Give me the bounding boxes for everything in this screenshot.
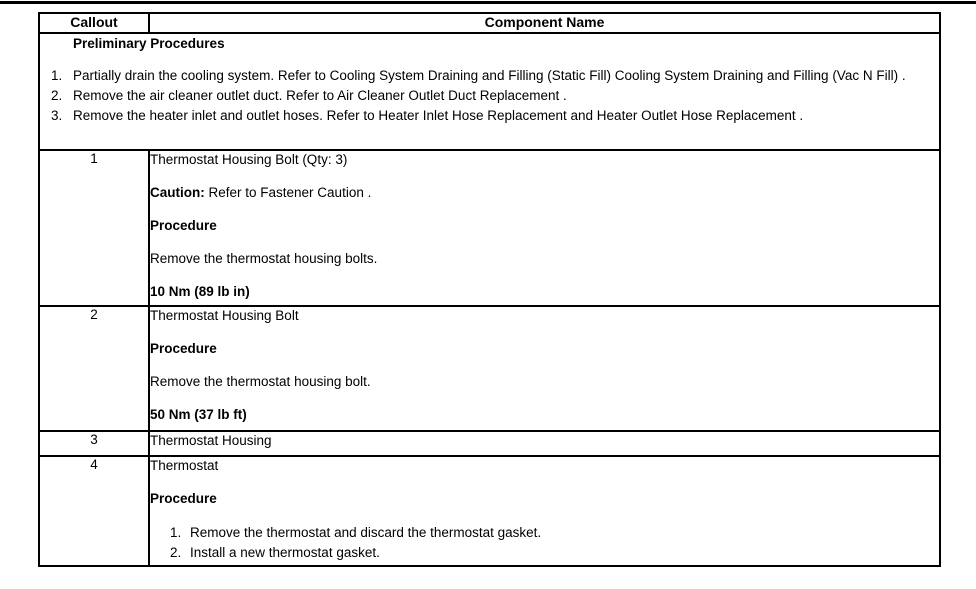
callout-number-2: 2	[39, 306, 149, 431]
procedure-step-text: Remove the thermostat housing bolts.	[150, 251, 378, 266]
step-text: Remove the thermostat and discard the thermostat gasket.	[190, 525, 542, 540]
table-header-row	[39, 13, 940, 33]
torque-spec: 10 Nm (89 lb in)	[150, 284, 250, 299]
step-number: 2.	[170, 545, 182, 560]
component-cell-3	[149, 431, 940, 456]
preliminary-procedures-title: Preliminary Procedures	[73, 36, 225, 51]
caution-text: Refer to Fastener Caution .	[204, 185, 372, 200]
step-number: 1.	[170, 525, 182, 540]
component-cell-1	[149, 150, 940, 306]
procedure-step-text: Remove the thermostat housing bolt.	[150, 374, 371, 389]
caution-note	[150, 184, 939, 201]
preliminary-procedures-row	[39, 33, 940, 150]
procedure-step-1	[150, 523, 939, 543]
component-cell-4	[149, 456, 940, 566]
table-row-callout-2	[39, 306, 940, 431]
preliminary-step-3	[40, 106, 939, 126]
component-name-column-header: Component Name	[149, 13, 940, 33]
component-name-text: Thermostat Housing	[150, 433, 272, 448]
step-text: Remove the heater inlet and outlet hoses. Refer to Heater Inlet Hose Replacement and Heater Outlet Hose Replacement .	[73, 108, 804, 123]
preliminary-procedures-cell	[39, 33, 940, 150]
page-top-rule	[0, 1, 976, 4]
step-number: 3.	[51, 108, 63, 123]
preliminary-step-2	[40, 86, 939, 106]
table-row-callout-4	[39, 456, 940, 566]
procedure-label: Procedure	[150, 218, 217, 233]
caution-label: Caution:	[150, 185, 205, 200]
table-row-callout-3	[39, 431, 940, 456]
step-number: 2.	[51, 88, 63, 103]
torque-spec: 50 Nm (37 lb ft)	[150, 407, 247, 422]
component-name-text: Thermostat Housing Bolt (Qty: 3)	[150, 152, 348, 167]
step-text: Remove the air cleaner outlet duct. Refer to Air Cleaner Outlet Duct Replacement .	[73, 88, 567, 103]
callout-number-3: 3	[39, 431, 149, 456]
preliminary-step-1	[40, 66, 939, 86]
table-row-callout-1	[39, 150, 940, 306]
procedure-step-2	[150, 543, 939, 563]
step-number: 1.	[51, 68, 63, 83]
step-text: Install a new thermostat gasket.	[190, 545, 380, 560]
component-cell-2	[149, 306, 940, 431]
step-text: Partially drain the cooling system. Refer to Cooling System Draining and Filling (Static Fill) Cooling System Draining and Filling (Vac N Fill) .	[73, 68, 906, 83]
component-name-text: Thermostat Housing Bolt	[150, 308, 299, 323]
callout-column-header: Callout	[39, 13, 149, 33]
component-callout-table	[38, 12, 941, 567]
procedure-label: Procedure	[150, 341, 217, 356]
component-name-text: Thermostat	[150, 458, 219, 473]
callout-number-4: 4	[39, 456, 149, 566]
callout-number-1: 1	[39, 150, 149, 306]
procedure-label: Procedure	[150, 491, 217, 506]
